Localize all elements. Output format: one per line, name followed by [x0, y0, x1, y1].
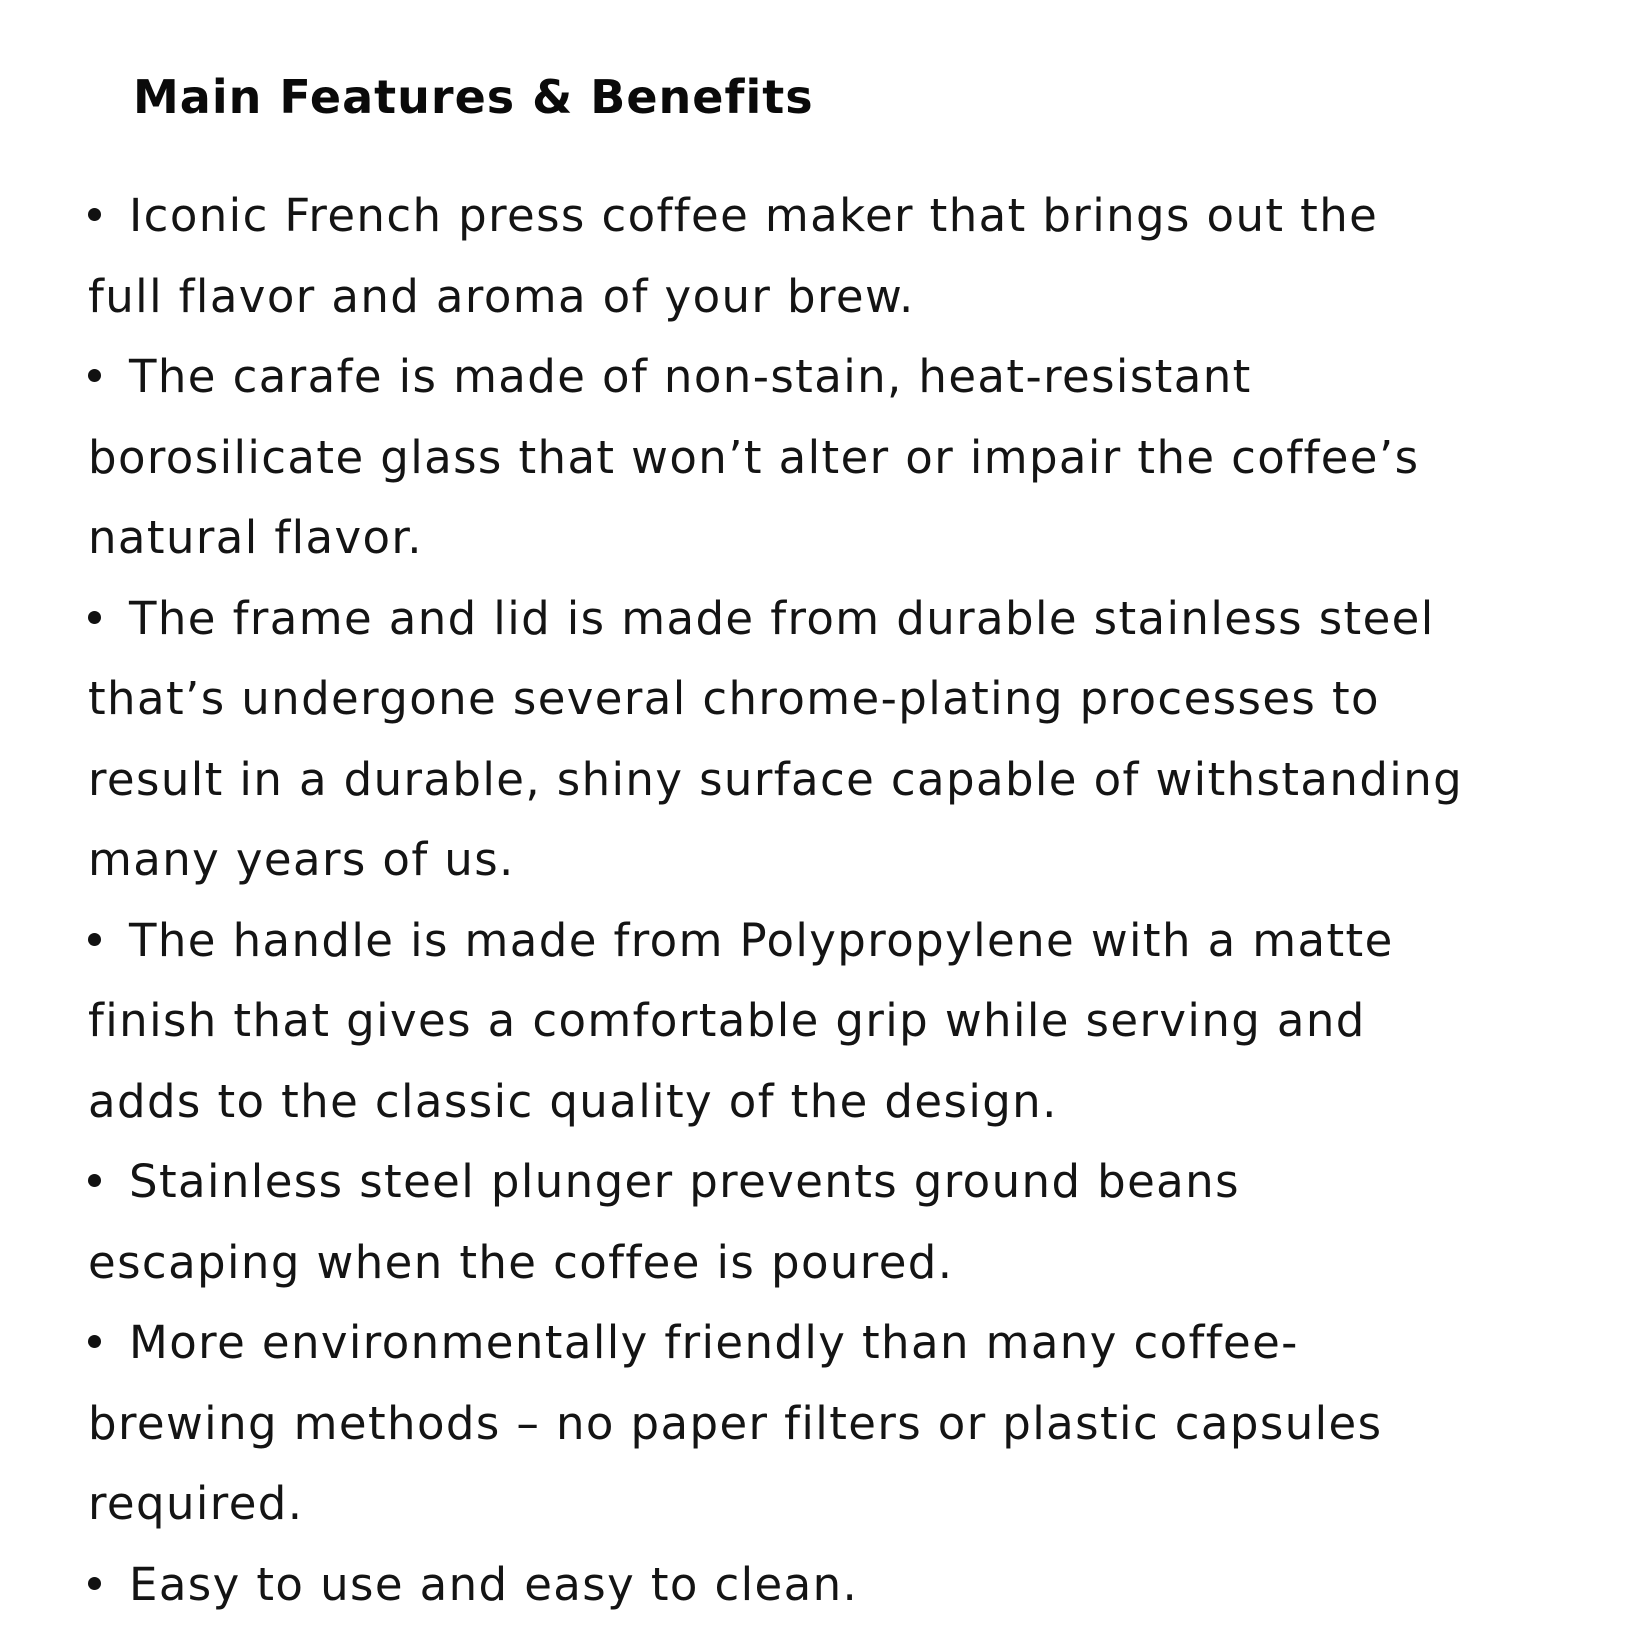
features-section	[133, 64, 1613, 130]
list-item	[88, 1545, 1468, 1626]
list-item	[88, 176, 1468, 337]
bullet-icon	[88, 1577, 101, 1590]
feature-text: The frame and lid is made from durable stainless steel that’s undergone several chrome-plating processes to result in a durable, shiny surface capable of withstanding many years of us.	[88, 591, 1464, 886]
feature-text: The handle is made from Polypropylene with a matte finish that gives a comfortable grip while serving and adds to the classic quality of the design.	[88, 913, 1394, 1128]
features-list	[88, 176, 1468, 1625]
feature-text: Iconic French press coffee maker that brings out the full flavor and aroma of your brew.	[88, 189, 1379, 323]
bullet-icon	[88, 1335, 101, 1348]
list-item	[88, 1142, 1468, 1303]
feature-text: More environmentally friendly than many coffee-brewing methods – no paper filters or plastic capsules required.	[88, 1316, 1383, 1530]
list-item	[88, 901, 1468, 1143]
bullet-icon	[88, 369, 101, 382]
section-title: Main Features & Benefits	[133, 70, 814, 124]
feature-text: Easy to use and easy to clean.	[129, 1557, 859, 1611]
list-item	[88, 579, 1468, 901]
list-item	[88, 1303, 1468, 1545]
list-item	[88, 337, 1468, 579]
bullet-icon	[88, 611, 101, 624]
feature-text: The carafe is made of non-stain, heat-resistant borosilicate glass that won’t alter or impair the coffee’s natural flavor.	[88, 350, 1420, 564]
bullet-icon	[88, 208, 101, 221]
feature-text: Stainless steel plunger prevents ground beans escaping when the coffee is poured.	[88, 1155, 1240, 1289]
bullet-icon	[88, 933, 101, 946]
bullet-icon	[88, 1174, 101, 1187]
